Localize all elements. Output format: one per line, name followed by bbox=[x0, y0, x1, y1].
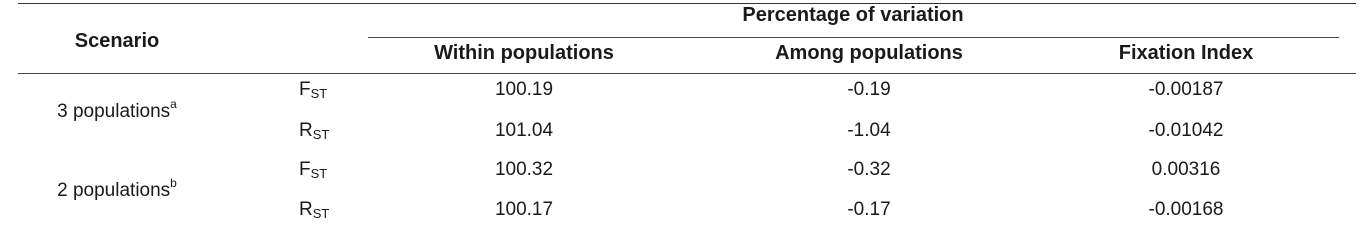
footnote-marker: b bbox=[170, 176, 177, 190]
cell-fixation-index: -0.00187 bbox=[1148, 79, 1224, 100]
group-rule bbox=[368, 37, 1339, 38]
cell-within: 100.19 bbox=[494, 79, 554, 100]
scenario-label-2-populations: 2 populations$^b$ bbox=[57, 176, 177, 201]
cell-among: -0.32 bbox=[847, 159, 891, 180]
header-fixation-index: Fixation Index bbox=[1118, 42, 1254, 64]
stat-label: $R_{ST}$ bbox=[299, 120, 330, 142]
cell-within: 101.04 bbox=[494, 120, 554, 141]
header-bottom-rule bbox=[18, 73, 1356, 74]
cell-fixation-index: -0.01042 bbox=[1148, 120, 1224, 141]
cell-within: 100.32 bbox=[494, 159, 554, 180]
top-rule bbox=[18, 3, 1356, 4]
cell-fixation-index: 0.00316 bbox=[1151, 159, 1221, 180]
scenario-label-3-populations: 3 populations$^a$ bbox=[57, 97, 177, 122]
header-within-populations: Within populations bbox=[434, 42, 614, 64]
header-among-populations: Among populations bbox=[775, 42, 963, 64]
cell-among: -0.19 bbox=[847, 79, 891, 100]
header-scenario: Scenario bbox=[74, 30, 160, 52]
stat-label: $F_{ST}$ bbox=[299, 159, 328, 181]
cell-among: -1.04 bbox=[847, 120, 891, 141]
footnote-marker: a bbox=[170, 97, 177, 111]
cell-among: -0.17 bbox=[847, 199, 891, 220]
cell-within: 100.17 bbox=[494, 199, 554, 220]
header-percentage-of-variation: Percentage of variation bbox=[742, 4, 964, 26]
stat-label: $F_{ST}$ bbox=[299, 79, 328, 101]
cell-fixation-index: -0.00168 bbox=[1148, 199, 1224, 220]
stat-label: $R_{ST}$ bbox=[299, 199, 330, 221]
